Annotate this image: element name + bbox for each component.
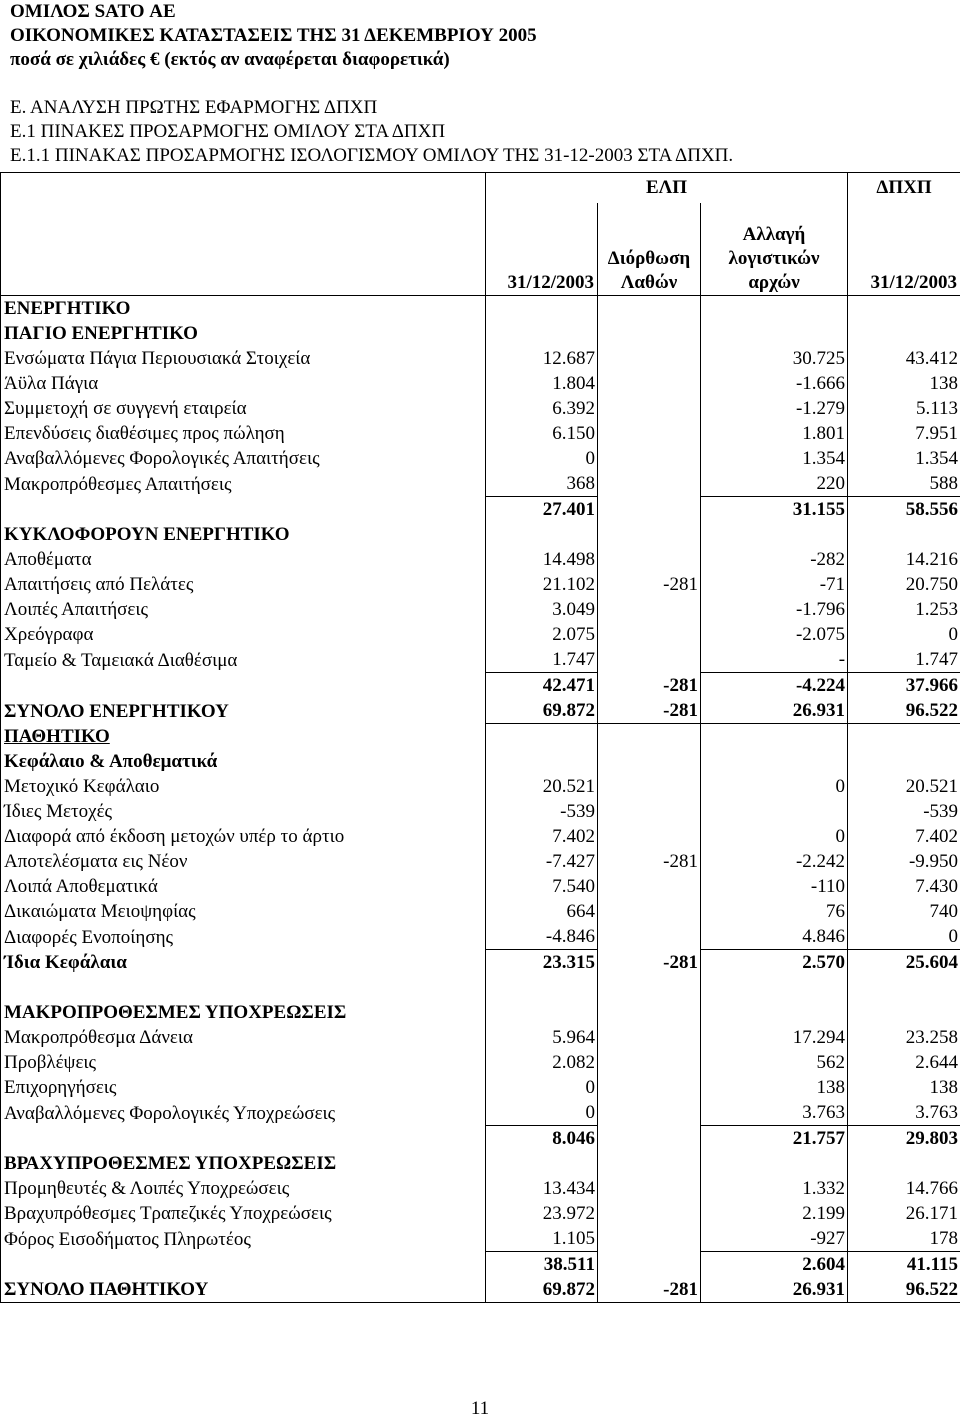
value-cell	[598, 1050, 701, 1075]
value-cell: -281	[598, 1277, 701, 1303]
value-cell: 21.757	[701, 1126, 848, 1152]
value-cell	[598, 1151, 701, 1176]
value-cell	[598, 874, 701, 899]
table-row	[1, 1252, 960, 1278]
value-cell: 41.115	[848, 1252, 960, 1278]
row-label: ΠΑΘΗΤΙΚΟ	[1, 724, 486, 750]
table-row	[1, 346, 960, 371]
value-cell: 2.570	[701, 950, 848, 976]
row-label: Βραχυπρόθεσμες Τραπεζικές Υποχρεώσεις	[1, 1201, 486, 1226]
col-accounting-change: Αλλαγή λογιστικών αρχών	[701, 203, 848, 296]
value-cell	[598, 774, 701, 799]
value-cell: 23.972	[486, 1201, 598, 1226]
value-cell: -4.846	[486, 924, 598, 950]
row-label: ΚΥΚΛΟΦΟΡΟΥΝ ΕΝΕΡΓΗΤΙΚΟ	[1, 522, 486, 547]
row-label: Ίδια Κεφάλαια	[1, 950, 486, 976]
value-cell: 29.803	[848, 1126, 960, 1152]
row-label: Κεφάλαιο & Αποθεματικά	[1, 749, 486, 774]
value-cell	[598, 647, 701, 673]
value-cell: 27.401	[486, 497, 598, 523]
table-row	[1, 899, 960, 924]
table-row	[1, 950, 960, 976]
value-cell: 58.556	[848, 497, 960, 523]
value-cell	[848, 296, 960, 322]
table-row	[1, 572, 960, 597]
value-cell	[598, 321, 701, 346]
value-cell	[701, 975, 848, 1000]
value-cell: 23.315	[486, 950, 598, 976]
value-cell: 20.750	[848, 572, 960, 597]
value-cell: 1.105	[486, 1226, 598, 1252]
value-cell	[598, 1000, 701, 1025]
row-label: Απαιτήσεις από Πελάτες	[1, 572, 486, 597]
section-heading: Ε. ΑΝΑΛΥΣΗ ΠΡΩΤΗΣ ΕΦΑΡΜΟΓΗΣ ΔΠΧΠ	[10, 96, 377, 120]
value-cell	[848, 724, 960, 750]
value-cell: -7.427	[486, 849, 598, 874]
value-cell: 7.402	[486, 824, 598, 849]
value-cell	[598, 899, 701, 924]
value-cell: 138	[848, 1075, 960, 1100]
row-label: Άϋλα Πάγια	[1, 371, 486, 396]
table-row	[1, 1176, 960, 1201]
value-cell: 20.521	[848, 774, 960, 799]
row-label	[1, 1252, 486, 1278]
row-label: Αναβαλλόμενες Φορολογικές Υποχρεώσεις	[1, 1100, 486, 1126]
table-row	[1, 421, 960, 446]
value-cell: 562	[701, 1050, 848, 1075]
row-label: Λοιπά Αποθεματικά	[1, 874, 486, 899]
value-cell: 3.763	[701, 1100, 848, 1126]
value-cell	[848, 522, 960, 547]
row-label: Αποτελέσματα εις Νέον	[1, 849, 486, 874]
value-cell: 43.412	[848, 346, 960, 371]
table-row	[1, 371, 960, 396]
value-cell	[598, 924, 701, 950]
col-error-correction: Διόρθωση Λαθών	[598, 203, 701, 296]
value-cell: 31.155	[701, 497, 848, 523]
value-cell: 1.801	[701, 421, 848, 446]
value-cell	[598, 547, 701, 572]
table-row	[1, 647, 960, 673]
value-cell: 69.872	[486, 698, 598, 724]
value-cell	[701, 321, 848, 346]
row-label: Ενσώματα Πάγια Περιουσιακά Στοιχεία	[1, 346, 486, 371]
value-cell: 7.540	[486, 874, 598, 899]
value-cell	[598, 1201, 701, 1226]
value-cell	[598, 824, 701, 849]
table-row	[1, 1075, 960, 1100]
value-cell: 6.392	[486, 396, 598, 421]
value-cell: 14.766	[848, 1176, 960, 1201]
row-label: Συμμετοχή σε συγγενή εταιρεία	[1, 396, 486, 421]
table-row	[1, 975, 960, 1000]
value-cell	[486, 522, 598, 547]
value-cell: 138	[848, 371, 960, 396]
value-cell: 0	[701, 774, 848, 799]
table-row	[1, 622, 960, 647]
table-row	[1, 396, 960, 421]
table-row	[1, 1050, 960, 1075]
value-cell: 740	[848, 899, 960, 924]
table-heading: Ε.1.1 ΠΙΝΑΚΑΣ ΠΡΟΣΑΡΜΟΓΗΣ ΙΣΟΛΟΓΙΣΜΟΥ ΟΜΙΛΟΥ ΤΗΣ 31-12-2003 ΣΤΑ ΔΠΧΠ.	[10, 144, 733, 168]
table-row	[1, 321, 960, 346]
value-cell: 2.199	[701, 1201, 848, 1226]
value-cell: 6.150	[486, 421, 598, 446]
row-label: Δικαιώματα Μειοψηφίας	[1, 899, 486, 924]
table-row	[1, 874, 960, 899]
row-label: Προβλέψεις	[1, 1050, 486, 1075]
value-cell: -9.950	[848, 849, 960, 874]
table-row	[1, 547, 960, 572]
table-row	[1, 1201, 960, 1226]
col-elp-date: 31/12/2003	[486, 203, 598, 296]
value-cell: 13.434	[486, 1176, 598, 1201]
value-cell: 2.082	[486, 1050, 598, 1075]
value-cell: 2.075	[486, 622, 598, 647]
row-label: Μακροπρόθεσμες Απαιτήσεις	[1, 471, 486, 497]
value-cell: -281	[598, 698, 701, 724]
value-cell: 12.687	[486, 346, 598, 371]
value-cell	[848, 1000, 960, 1025]
row-label	[1, 975, 486, 1000]
value-cell	[848, 749, 960, 774]
value-cell: 26.931	[701, 1277, 848, 1303]
value-cell: -927	[701, 1226, 848, 1252]
value-cell	[701, 1151, 848, 1176]
value-cell	[598, 371, 701, 396]
row-label: Ταμείο & Ταμειακά Διαθέσιμα	[1, 647, 486, 673]
value-cell: 1.804	[486, 371, 598, 396]
value-cell: -281	[598, 950, 701, 976]
value-cell	[848, 1151, 960, 1176]
value-cell: -	[701, 647, 848, 673]
subsection-heading: Ε.1 ΠΙΝΑΚΕΣ ΠΡΟΣΑΡΜΟΓΗΣ ΟΜΙΛΟΥ ΣΤΑ ΔΠΧΠ	[10, 120, 445, 144]
value-cell: 17.294	[701, 1025, 848, 1050]
row-label: ΜΑΚΡΟΠΡΟΘΕΣΜΕΣ ΥΠΟΧΡΕΩΣΕΙΣ	[1, 1000, 486, 1025]
row-label: ΣΥΝΟΛΟ ΕΝΕΡΓΗΤΙΚΟΥ	[1, 698, 486, 724]
value-cell	[701, 799, 848, 824]
value-cell: -1.279	[701, 396, 848, 421]
value-cell: 23.258	[848, 1025, 960, 1050]
value-cell	[598, 421, 701, 446]
table-row	[1, 1126, 960, 1152]
value-cell: 4.846	[701, 924, 848, 950]
table-row	[1, 824, 960, 849]
table-row	[1, 698, 960, 724]
value-cell: 76	[701, 899, 848, 924]
value-cell	[598, 799, 701, 824]
col-dpxp-date: 31/12/2003	[848, 203, 960, 296]
row-label: Αποθέματα	[1, 547, 486, 572]
value-cell	[598, 346, 701, 371]
value-cell: -281	[598, 849, 701, 874]
value-cell: 368	[486, 471, 598, 497]
row-label: ΠΑΓΙΟ ΕΝΕΡΓΗΤΙΚΟ	[1, 321, 486, 346]
value-cell: -2.075	[701, 622, 848, 647]
value-cell: -1.666	[701, 371, 848, 396]
value-cell: 25.604	[848, 950, 960, 976]
value-cell	[701, 1000, 848, 1025]
row-label: Επενδύσεις διαθέσιμες προς πώληση	[1, 421, 486, 446]
value-cell	[598, 1100, 701, 1126]
value-cell: 96.522	[848, 698, 960, 724]
value-cell	[598, 1252, 701, 1278]
value-cell	[598, 1226, 701, 1252]
row-label: Χρεόγραφα	[1, 622, 486, 647]
value-cell: 20.521	[486, 774, 598, 799]
value-cell	[486, 1000, 598, 1025]
value-cell: 7.951	[848, 421, 960, 446]
value-cell	[598, 1025, 701, 1050]
currency-note: ποσά σε χιλιάδες € (εκτός αν αναφέρεται διαφορετικά)	[10, 48, 450, 72]
table-row	[1, 1025, 960, 1050]
value-cell	[701, 749, 848, 774]
value-cell: 3.763	[848, 1100, 960, 1126]
value-cell	[486, 749, 598, 774]
value-cell	[598, 446, 701, 471]
value-cell: -71	[701, 572, 848, 597]
row-label: ΕΝΕΡΓΗΤΙΚΟ	[1, 296, 486, 322]
value-cell: -2.242	[701, 849, 848, 874]
table-row	[1, 1000, 960, 1025]
value-cell	[598, 1075, 701, 1100]
value-cell: 26.931	[701, 698, 848, 724]
value-cell: 14.498	[486, 547, 598, 572]
value-cell: 7.402	[848, 824, 960, 849]
table-row	[1, 296, 960, 322]
value-cell: 7.430	[848, 874, 960, 899]
table-row	[1, 497, 960, 523]
row-label: ΣΥΝΟΛΟ ΠΑΘΗΤΙΚΟΥ	[1, 1277, 486, 1303]
value-cell	[598, 749, 701, 774]
value-cell: -1.796	[701, 597, 848, 622]
table-row	[1, 1277, 960, 1303]
row-label: Φόρος Εισοδήματος Πληρωτέος	[1, 1226, 486, 1252]
value-cell	[598, 471, 701, 497]
value-cell: 5.113	[848, 396, 960, 421]
value-cell: 3.049	[486, 597, 598, 622]
table-row	[1, 749, 960, 774]
value-cell	[848, 321, 960, 346]
value-cell: -282	[701, 547, 848, 572]
value-cell: -281	[598, 673, 701, 699]
value-cell: 2.604	[701, 1252, 848, 1278]
value-cell	[598, 975, 701, 1000]
value-cell	[598, 597, 701, 622]
row-label: Διαφορά από έκδοση μετοχών υπέρ το άρτιο	[1, 824, 486, 849]
value-cell	[486, 296, 598, 322]
column-header-row	[1, 203, 960, 296]
value-cell: 0	[486, 446, 598, 471]
value-cell	[598, 724, 701, 750]
table-row	[1, 1226, 960, 1252]
value-cell: -110	[701, 874, 848, 899]
table-body	[1, 296, 960, 1303]
value-cell: 0	[701, 824, 848, 849]
value-cell	[598, 396, 701, 421]
page-number: 11	[0, 1398, 960, 1420]
row-label: Ίδιες Μετοχές	[1, 799, 486, 824]
value-cell: 14.216	[848, 547, 960, 572]
table-row	[1, 1151, 960, 1176]
value-cell	[486, 1151, 598, 1176]
value-cell: 21.102	[486, 572, 598, 597]
table-row	[1, 446, 960, 471]
table-row	[1, 774, 960, 799]
value-cell: 664	[486, 899, 598, 924]
value-cell	[598, 296, 701, 322]
column-group-header	[1, 173, 960, 204]
table-row	[1, 724, 960, 750]
value-cell: 220	[701, 471, 848, 497]
row-label: Λοιπές Απαιτήσεις	[1, 597, 486, 622]
value-cell	[598, 1126, 701, 1152]
value-cell: 0	[848, 622, 960, 647]
row-label: Μακροπρόθεσμα Δάνεια	[1, 1025, 486, 1050]
value-cell	[598, 1176, 701, 1201]
row-label	[1, 1126, 486, 1152]
row-label: Αναβαλλόμενες Φορολογικές Απαιτήσεις	[1, 446, 486, 471]
value-cell: 1.332	[701, 1176, 848, 1201]
value-cell: -539	[848, 799, 960, 824]
dpxp-group-label: ΔΠΧΠ	[848, 173, 960, 204]
table-row	[1, 597, 960, 622]
value-cell	[486, 724, 598, 750]
elp-group-label: ΕΛΠ	[486, 173, 848, 204]
table-row	[1, 522, 960, 547]
row-label	[1, 673, 486, 699]
value-cell	[701, 296, 848, 322]
table-row	[1, 924, 960, 950]
value-cell	[848, 975, 960, 1000]
row-label: Επιχορηγήσεις	[1, 1075, 486, 1100]
value-cell: 0	[848, 924, 960, 950]
value-cell: 1.747	[486, 647, 598, 673]
value-cell: 1.354	[848, 446, 960, 471]
value-cell: 8.046	[486, 1126, 598, 1152]
statements-title: ΟΙΚΟΝΟΜΙΚΕΣ ΚΑΤΑΣΤΑΣΕΙΣ ΤΗΣ 31 ΔΕΚΕΜΒΡΙΟΥ 2005	[10, 24, 537, 48]
value-cell: 69.872	[486, 1277, 598, 1303]
value-cell	[701, 724, 848, 750]
value-cell: 1.354	[701, 446, 848, 471]
balance-sheet-table	[0, 172, 960, 1303]
value-cell	[598, 522, 701, 547]
value-cell: 2.644	[848, 1050, 960, 1075]
value-cell: 96.522	[848, 1277, 960, 1303]
value-cell: -539	[486, 799, 598, 824]
value-cell	[598, 497, 701, 523]
table-row	[1, 471, 960, 497]
value-cell	[701, 522, 848, 547]
value-cell	[598, 622, 701, 647]
value-cell: 588	[848, 471, 960, 497]
value-cell: 5.964	[486, 1025, 598, 1050]
value-cell	[486, 975, 598, 1000]
value-cell: 0	[486, 1075, 598, 1100]
value-cell: -281	[598, 572, 701, 597]
value-cell: 1.747	[848, 647, 960, 673]
row-label: Προμηθευτές & Λοιπές Υποχρεώσεις	[1, 1176, 486, 1201]
value-cell: -4.224	[701, 673, 848, 699]
table-row	[1, 849, 960, 874]
table-row	[1, 673, 960, 699]
row-label	[1, 497, 486, 523]
value-cell: 178	[848, 1226, 960, 1252]
value-cell: 0	[486, 1100, 598, 1126]
value-cell: 38.511	[486, 1252, 598, 1278]
value-cell: 138	[701, 1075, 848, 1100]
value-cell: 26.171	[848, 1201, 960, 1226]
row-label: Διαφορές Ενοποίησης	[1, 924, 486, 950]
table-row	[1, 1100, 960, 1126]
value-cell: 30.725	[701, 346, 848, 371]
row-label: ΒΡΑΧΥΠΡΟΘΕΣΜΕΣ ΥΠΟΧΡΕΩΣΕΙΣ	[1, 1151, 486, 1176]
value-cell: 1.253	[848, 597, 960, 622]
table-row	[1, 799, 960, 824]
value-cell: 42.471	[486, 673, 598, 699]
value-cell: 37.966	[848, 673, 960, 699]
row-label: Μετοχικό Κεφάλαιο	[1, 774, 486, 799]
value-cell	[486, 321, 598, 346]
company-name: ΟΜΙΛΟΣ SATO ΑΕ	[10, 0, 176, 24]
